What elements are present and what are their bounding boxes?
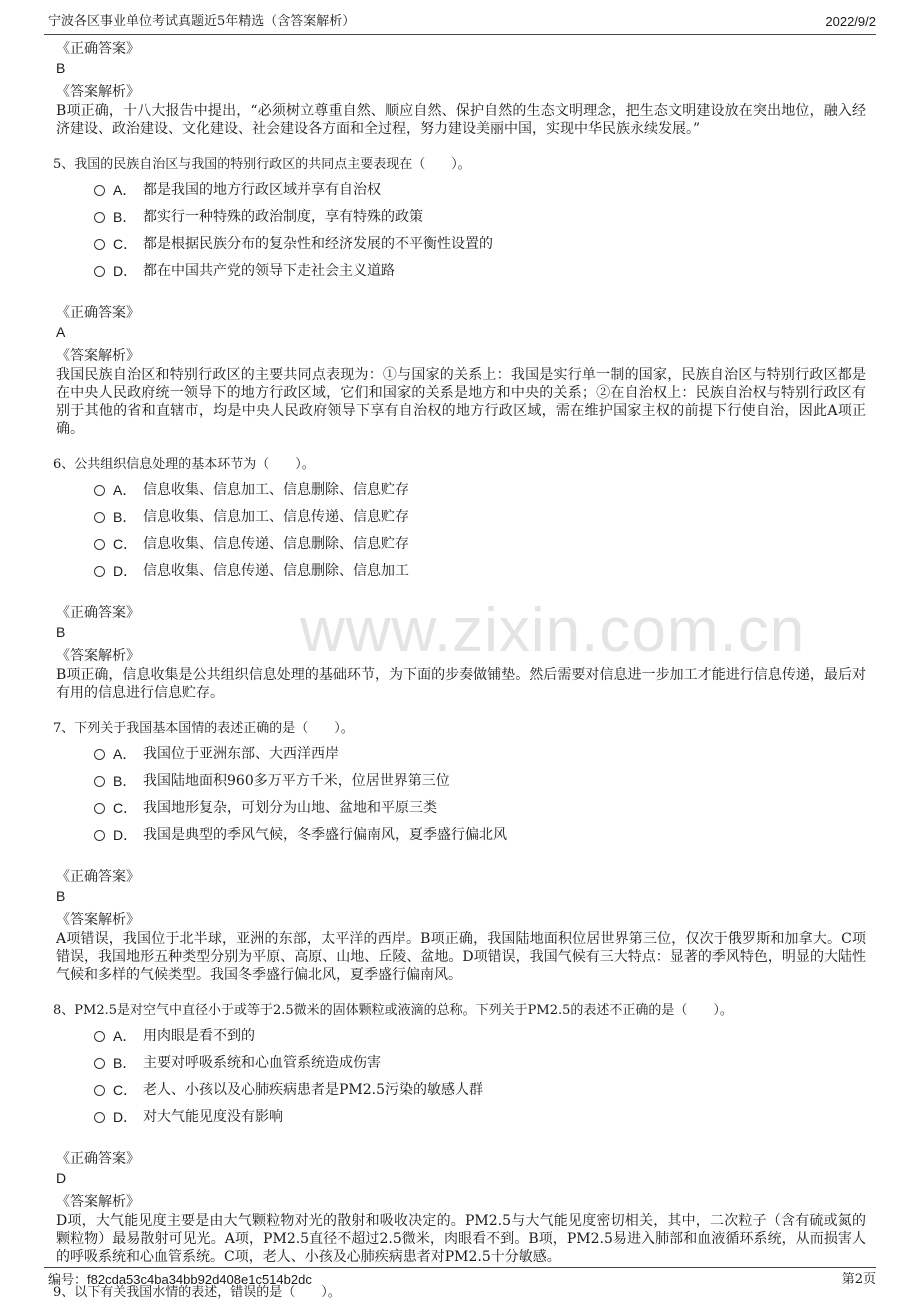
analysis-label: 《答案解析》 bbox=[56, 912, 140, 928]
option-b[interactable] bbox=[94, 507, 866, 534]
correct-answer: D bbox=[56, 1170, 67, 1186]
option-letter: C． bbox=[113, 800, 138, 816]
option-letter: D． bbox=[113, 563, 138, 579]
header-divider bbox=[44, 34, 876, 35]
correct-answer-label: 《正确答案》 bbox=[56, 605, 140, 621]
option-c[interactable] bbox=[94, 798, 866, 825]
option-text: 我国位于亚洲东部、大西洋西岸 bbox=[143, 746, 339, 762]
option-d[interactable] bbox=[94, 561, 866, 588]
option-letter: A． bbox=[113, 182, 137, 198]
option-text: 老人、小孩以及心肺疾病患者是PM2.5污染的敏感人群 bbox=[143, 1082, 484, 1098]
option-b[interactable] bbox=[94, 207, 866, 234]
analysis-text: A项错误，我国位于北半球，亚洲的东部，太平洋的西岸。B项正确，我国陆地面积位居世界第三位，仅次于俄罗斯和加拿大。C项错误，我国地形五种类型分别为平原、高原、山地、丘陵、盆地。D项错误，我国气候有三大特点：显著的季风特色，明显的大陆性气候和多样的气候类型。我国冬季盛行偏北风，夏季盛行偏南风。 bbox=[56, 931, 866, 983]
option-letter: B． bbox=[113, 209, 137, 225]
option-letter: C． bbox=[113, 1082, 138, 1098]
radio-button[interactable] bbox=[94, 212, 105, 223]
option-letter: D． bbox=[113, 827, 138, 843]
option-d[interactable] bbox=[94, 825, 866, 852]
analysis-text: D项，大气能见度主要是由大气颗粒物对光的散射和吸收决定的。PM2.5与大气能见度密切相关，其中，二次粒子（含有硫或氮的颗粒物）最易散射可见光。A项，PM2.5直径不超过2.5微米，肉眼看不到。B项，PM2.5易进入肺部和血液循环系统，从而损害人的呼吸系统和心血管系统。C项，老人、小孩及心肺疾病患者对PM2.5十分敏感。 bbox=[56, 1213, 866, 1265]
question-stem: 9、以下有关我国水情的表述，错误的是（ ）。 bbox=[53, 1285, 341, 1300]
option-letter: A． bbox=[113, 1028, 137, 1044]
option-text: 都在中国共产党的领导下走社会主义道路 bbox=[143, 263, 395, 279]
document-title: 宁波各区事业单位考试真题近5年精选（含答案解析） bbox=[48, 14, 356, 29]
option-letter: A． bbox=[113, 746, 137, 762]
radio-button[interactable] bbox=[94, 485, 105, 496]
correct-answer-label: 《正确答案》 bbox=[56, 869, 140, 885]
correct-answer: B bbox=[56, 60, 66, 76]
radio-button[interactable] bbox=[94, 512, 105, 523]
correct-answer-label: 《正确答案》 bbox=[56, 305, 140, 321]
question-stem: 5、我国的民族自治区与我国的特别行政区的共同点主要表现在（ ）。 bbox=[53, 157, 471, 172]
option-b[interactable] bbox=[94, 771, 866, 798]
option-text: 我国陆地面积960多万平方千米，位居世界第三位 bbox=[143, 773, 450, 789]
option-c[interactable] bbox=[94, 1080, 866, 1107]
analysis-text: 我国民族自治区和特别行政区的主要共同点表现为：①与国家的关系上：我国是实行单一制的国家，民族自治区与特别行政区都是在中央人民政府统一领导下的地方行政区域，它们和国家的关系是地方和中央的关系；②在自治权上：民族自治权与特别行政区有别于其他的省和直辖市，均是中央人民政府领导下享有自治权的地方行政区域，需在维护国家主权的前提下行使自治，因此A项正确。 bbox=[56, 367, 866, 437]
code-value: f82cda53c4ba34bb92d408e1c514b2dc bbox=[87, 1272, 312, 1287]
option-letter: A． bbox=[113, 482, 137, 498]
option-list bbox=[94, 480, 866, 588]
option-d[interactable] bbox=[94, 261, 866, 288]
analysis-label: 《答案解析》 bbox=[56, 1194, 140, 1210]
radio-button[interactable] bbox=[94, 185, 105, 196]
correct-answer: B bbox=[56, 624, 66, 640]
option-list bbox=[94, 744, 866, 852]
radio-button[interactable] bbox=[94, 776, 105, 787]
correct-answer-label: 《正确答案》 bbox=[56, 41, 140, 57]
radio-button[interactable] bbox=[94, 239, 105, 250]
analysis-text: B项正确，十八大报告中提出，“必须树立尊重自然、顺应自然、保护自然的生态文明理念，把生态文明建设放在突出地位，融入经济建设、政治建设、文化建设、社会建设各方面和全过程，努力建设美丽中国，实现中华民族永续发展。” bbox=[56, 103, 866, 137]
analysis-label: 《答案解析》 bbox=[56, 84, 140, 100]
option-text: 都是我国的地方行政区域并享有自治权 bbox=[143, 182, 381, 198]
option-a[interactable] bbox=[94, 744, 866, 771]
watermark: www.zixin.com.cn bbox=[300, 596, 806, 665]
radio-button[interactable] bbox=[94, 266, 105, 277]
option-letter: D． bbox=[113, 263, 138, 279]
option-b[interactable] bbox=[94, 1053, 866, 1080]
option-text: 对大气能见度没有影响 bbox=[143, 1109, 283, 1125]
question-block bbox=[53, 1284, 866, 1302]
radio-button[interactable] bbox=[94, 566, 105, 577]
document-date: 2022/9/2 bbox=[825, 14, 876, 29]
question-stem: 7、下列关于我国基本国情的表述正确的是（ ）。 bbox=[53, 721, 354, 736]
answer-block bbox=[56, 40, 866, 138]
option-letter: D． bbox=[113, 1109, 138, 1125]
page-header bbox=[48, 12, 876, 32]
option-text: 信息收集、信息传递、信息删除、信息加工 bbox=[143, 563, 409, 579]
question-stem: 6、公共组织信息处理的基本环节为（ ）。 bbox=[53, 457, 315, 472]
analysis-label: 《答案解析》 bbox=[56, 648, 140, 664]
option-text: 我国地形复杂，可划分为山地、盆地和平原三类 bbox=[143, 800, 437, 816]
option-list bbox=[94, 180, 866, 288]
question-block bbox=[53, 720, 866, 984]
option-letter: B． bbox=[113, 773, 137, 789]
option-d[interactable] bbox=[94, 1107, 866, 1134]
page-number: 第2页 bbox=[841, 1272, 876, 1287]
radio-button[interactable] bbox=[94, 830, 105, 841]
correct-answer-label: 《正确答案》 bbox=[56, 1151, 140, 1167]
correct-answer: B bbox=[56, 888, 66, 904]
correct-answer: A bbox=[56, 324, 66, 340]
radio-button[interactable] bbox=[94, 1058, 105, 1069]
option-text: 我国是典型的季风气候，冬季盛行偏南风，夏季盛行偏北风 bbox=[143, 827, 507, 843]
radio-button[interactable] bbox=[94, 803, 105, 814]
option-letter: B． bbox=[113, 509, 137, 525]
radio-button[interactable] bbox=[94, 749, 105, 760]
analysis-text: B项正确，信息收集是公共组织信息处理的基础环节，为下面的步奏做铺垫。然后需要对信息进一步加工才能进行信息传递，最后对有用的信息进行信息贮存。 bbox=[56, 667, 866, 701]
option-text: 信息收集、信息加工、信息传递、信息贮存 bbox=[143, 509, 409, 525]
option-c[interactable] bbox=[94, 534, 866, 561]
option-a[interactable] bbox=[94, 180, 866, 207]
option-list bbox=[94, 1026, 866, 1134]
radio-button[interactable] bbox=[94, 1112, 105, 1123]
option-letter: C． bbox=[113, 536, 138, 552]
option-text: 都实行一种特殊的政治制度，享有特殊的政策 bbox=[143, 209, 423, 225]
radio-button[interactable] bbox=[94, 539, 105, 550]
option-letter: C． bbox=[113, 236, 138, 252]
option-a[interactable] bbox=[94, 480, 866, 507]
radio-button[interactable] bbox=[94, 1031, 105, 1042]
question-block bbox=[53, 1002, 866, 1266]
option-letter: B． bbox=[113, 1055, 137, 1071]
code-label: 编号： bbox=[48, 1273, 88, 1288]
option-text: 信息收集、信息加工、信息删除、信息贮存 bbox=[143, 482, 409, 498]
option-a[interactable] bbox=[94, 1026, 866, 1053]
question-block bbox=[53, 456, 866, 702]
option-text: 信息收集、信息传递、信息删除、信息贮存 bbox=[143, 536, 409, 552]
question-block bbox=[53, 156, 866, 438]
question-stem: 8、PM2.5是对空气中直径小于或等于2.5微米的固体颗粒或液滴的总称。下列关于PM2.5的表述不正确的是（ ）。 bbox=[53, 1003, 733, 1018]
option-text: 用肉眼是看不到的 bbox=[143, 1028, 255, 1044]
option-text: 主要对呼吸系统和心血管系统造成伤害 bbox=[143, 1055, 381, 1071]
analysis-label: 《答案解析》 bbox=[56, 348, 140, 364]
radio-button[interactable] bbox=[94, 1085, 105, 1096]
option-text: 都是根据民族分布的复杂性和经济发展的不平衡性设置的 bbox=[143, 236, 493, 252]
page-content bbox=[53, 40, 866, 1308]
option-c[interactable] bbox=[94, 234, 866, 261]
